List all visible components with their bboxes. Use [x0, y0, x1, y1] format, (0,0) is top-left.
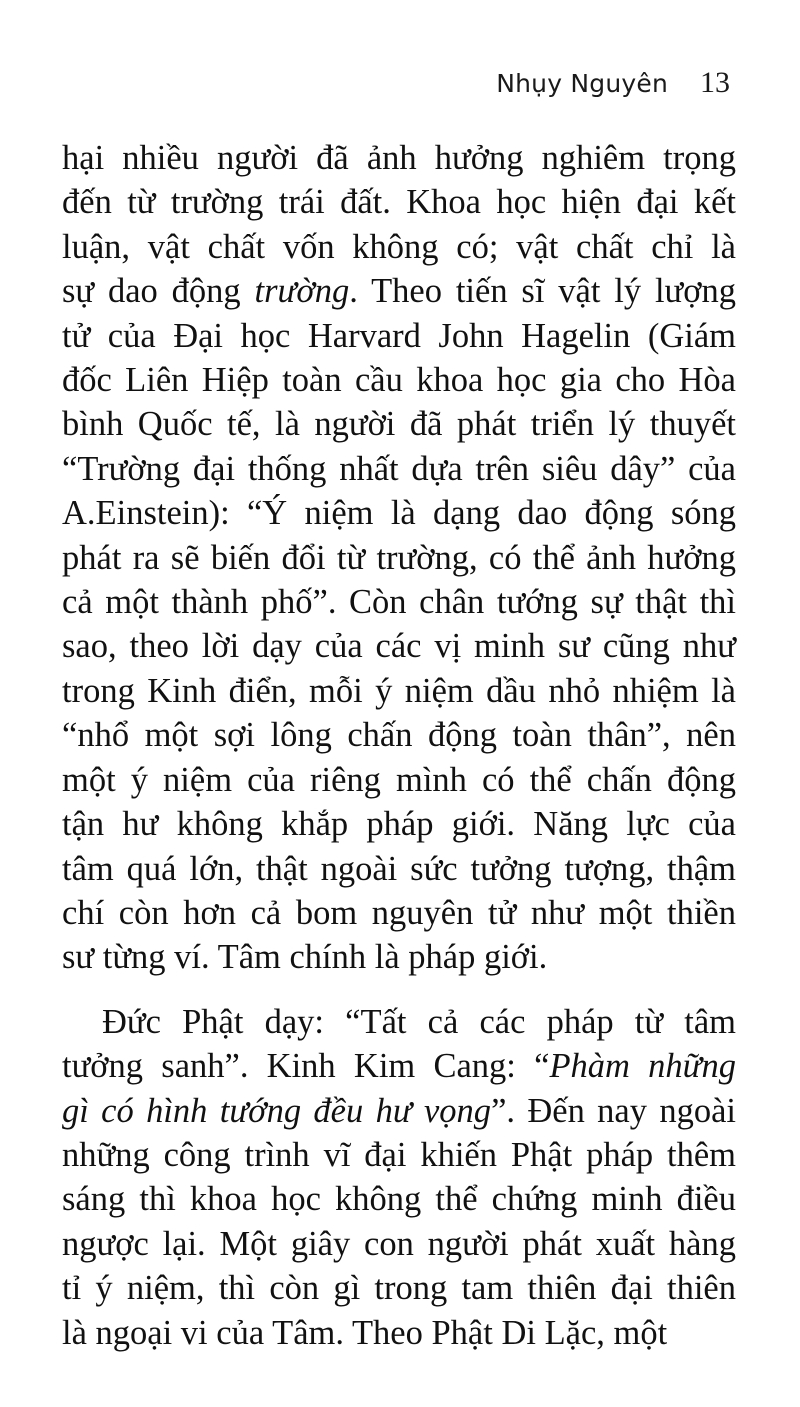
text-line: Đức Phật dạy: “Tất cả các pháp từ tâm [102, 1002, 736, 1041]
text-line: tận hư không khắp pháp giới. Năng lực của [62, 805, 736, 844]
text-line: tâm quá lớn, thật ngoài sức tưởng tượng, thậm [62, 849, 736, 888]
emphasis-text: Phàm những [549, 1047, 736, 1086]
text-line: đến từ trường trái đất. Khoa học hiện đại kết [62, 183, 736, 222]
text-line: tỉ ý niệm, thì còn gì trong tam thiên đại thiên [62, 1269, 736, 1308]
emphasis-text: gì có hình tướng đều hư vọng [62, 1091, 492, 1130]
text-line: những công trình vĩ đại khiến Phật pháp thêm [62, 1135, 736, 1174]
text-line: ngược lại. Một giây con người phát xuất hàng [62, 1224, 736, 1263]
text-line: hại nhiều người đã ảnh hưởng nghiêm trọng [62, 139, 736, 177]
paragraph-2 [62, 1000, 736, 1355]
text-line: sư từng ví. Tâm chính là pháp giới. [62, 938, 548, 977]
text-line: trong Kinh điển, mỗi ý niệm dầu nhỏ nhiệm là [62, 671, 736, 710]
text-line: đốc Liên Hiệp toàn cầu khoa học gia cho Hòa [62, 361, 736, 400]
text-line: bình Quốc tế, là người đã phát triển lý thuyết [62, 405, 736, 444]
text-line: “Trường đại thống nhất dựa trên siêu dây” của [62, 449, 736, 488]
text-line: cả một thành phố”. Còn chân tướng sự thật thì [62, 583, 736, 622]
running-header [496, 66, 730, 100]
text-line: tử của Đại học Harvard John Hagelin (Giám [62, 316, 736, 355]
text-line: sao, theo lời dạy của các vị minh sư cũng như [62, 627, 736, 666]
text-line: gì có hình tướng đều hư vọng”. Đến nay ngoài [62, 1091, 736, 1130]
text-line: luận, vật chất vốn không có; vật chất chỉ là [62, 227, 736, 266]
text-line: một ý niệm của riêng mình có thể chấn động [62, 760, 736, 799]
emphasis-text: trường [254, 272, 350, 311]
body-text [62, 136, 736, 1355]
text-line: chí còn hơn cả bom nguyên tử như một thiền [62, 893, 736, 932]
text-line: tưởng sanh”. Kinh Kim Cang: “Phàm những [62, 1047, 736, 1086]
text-line: sự dao động trường. Theo tiến sĩ vật lý lượng [62, 272, 736, 311]
text-line: sáng thì khoa học không thể chứng minh điều [62, 1180, 736, 1219]
text-line: A.Einstein): “Ý niệm là dạng dao động sóng [62, 494, 736, 533]
text-line: là ngoại vi của Tâm. Theo Phật Di Lặc, một [62, 1313, 668, 1352]
page-number: 13 [700, 66, 730, 99]
text-line: “nhổ một sợi lông chấn động toàn thân”, nên [62, 716, 736, 755]
paragraph-1 [62, 136, 736, 980]
author-name: Nhụy Nguyên [496, 69, 668, 98]
text-line: phát ra sẽ biến đổi từ trường, có thể ảnh hưởng [62, 538, 736, 577]
